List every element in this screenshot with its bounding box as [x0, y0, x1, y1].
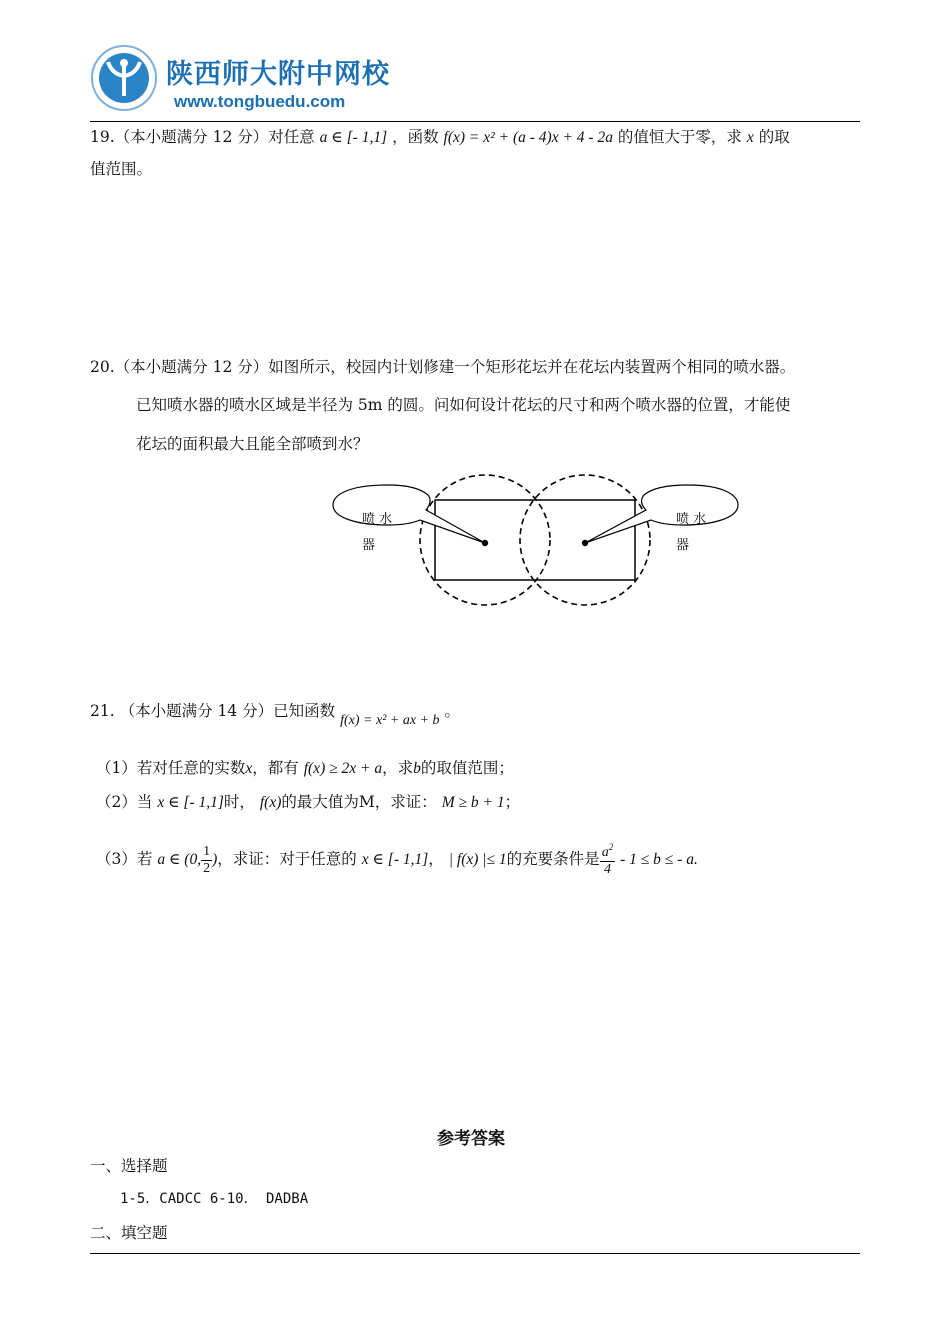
answers-mc-line: 1-5．CADCC 6-10． DADBA: [120, 1191, 309, 1207]
q21-part1: [96, 761, 514, 777]
q20-line1: 20.（本小题满分 12 分）如图所示，校园内计划修建一个矩形花坛并在花坛内装置两个相同的喷水器。: [90, 358, 796, 376]
q19-line2: 值范围。: [90, 160, 153, 178]
q21-p1-c: ，求: [382, 759, 414, 777]
q20-line3: 花坛的面积最大且能全部喷到水？: [136, 435, 369, 453]
q21-p1-d: 的取值范围；: [420, 759, 514, 777]
answers-section-1: 一、选择题: [90, 1157, 168, 1175]
q19-condition: a ∈ [- 1,1]: [319, 129, 388, 146]
q19-suffix: 的值恒大于零，求: [617, 128, 742, 146]
answers-section-2: 二、填空题: [90, 1224, 168, 1242]
q21-p2-range: x ∈ [- 1,1]: [157, 794, 224, 811]
q19-variable: x: [746, 129, 754, 146]
q21-function: f(x) = x² + ax + b: [340, 713, 440, 728]
q21-p2-b: 时，: [223, 793, 255, 811]
q20-line2: 已知喷水器的喷水区域是半径为 5m 的圆。问如何设计花坛的尺寸和两个喷水器的位置，才能使: [136, 396, 791, 414]
q21-intro-end: 。: [444, 702, 460, 720]
q21-p1-bvar: b: [413, 760, 421, 777]
callout-left: [333, 485, 485, 543]
q21-p1-x: x: [245, 760, 253, 777]
q21-p3-b: ，求证：对于任意的: [217, 850, 357, 869]
q21-p3-a-range: a ∈ (0,: [157, 851, 202, 869]
flower-bed-rect: [435, 500, 635, 580]
right-callout-label-1: 喷 水: [676, 512, 707, 527]
q19-prefix: 19.（本小题满分 12 分）对任意: [90, 128, 315, 146]
left-callout-label-1: 喷 水: [362, 512, 393, 527]
q21-p3-half: $\frac{1}{2}$: [203, 843, 211, 876]
q21-p3-cond: - 1 ≤ b ≤ - a.: [620, 851, 698, 869]
q21-p3-a: （3）若: [96, 850, 153, 869]
q21-p1-a: （1）若对任意的实数: [96, 759, 246, 777]
q19-function: f(x) = x² + (a - 4)x + 4 - 2a: [443, 129, 613, 146]
q21-p3-c: ，: [428, 850, 444, 869]
q21-p1-ineq: f(x) ≥ 2x + a: [303, 760, 383, 777]
q21-p2-c: 的最大值为M，求证：: [281, 793, 437, 811]
q21-p1-b: ，都有: [252, 759, 299, 777]
school-url: www.tongbuedu.com: [174, 92, 346, 111]
q19-line1: [90, 130, 790, 146]
q21-p3-x-range: x ∈ [- 1,1]: [361, 851, 429, 869]
school-logo-icon: [90, 44, 158, 112]
q21-p3-d: 的充要条件是: [506, 850, 600, 869]
q21-p2-a: （2）当: [96, 793, 153, 811]
q21-part3: （3）若 a ∈ (0, $\frac{1}{2}$ )，求证：对于任意的 x ∈ [- 1,1]， | f(x) |≤ 1的充要条件是 $\frac{a^2}{4}$ - 1 ≤ b ≤ - a.: [96, 842, 698, 878]
q21-intro-text: 21. （本小题满分 14 分）已知函数: [90, 702, 336, 720]
answers-title: 参考答案: [437, 1129, 505, 1149]
q19-mid: ，函数: [392, 128, 439, 146]
q21-p2-fx: f(x): [259, 794, 282, 811]
q21-intro: [90, 702, 460, 728]
left-callout-label-2: 器: [362, 538, 376, 553]
callout-right: [585, 485, 738, 543]
header-rule: [90, 121, 860, 122]
q21-p2-ineq: M ≥ b + 1: [441, 794, 505, 811]
right-callout-label-2: 器: [676, 538, 690, 553]
q21-part2: （2）当 x ∈ [- 1,1]时， f(x)的最大值为M，求证： M ≥ b + 1；: [96, 793, 521, 811]
footer-rule: [90, 1253, 860, 1254]
q21-p3-frac: $\frac{a^2}{4}$: [601, 842, 614, 878]
q21-p3-abs: | f(x) |≤ 1: [448, 851, 507, 869]
q19-end: 的取: [758, 128, 790, 146]
school-name: 陕西师大附中网校: [166, 59, 390, 90]
